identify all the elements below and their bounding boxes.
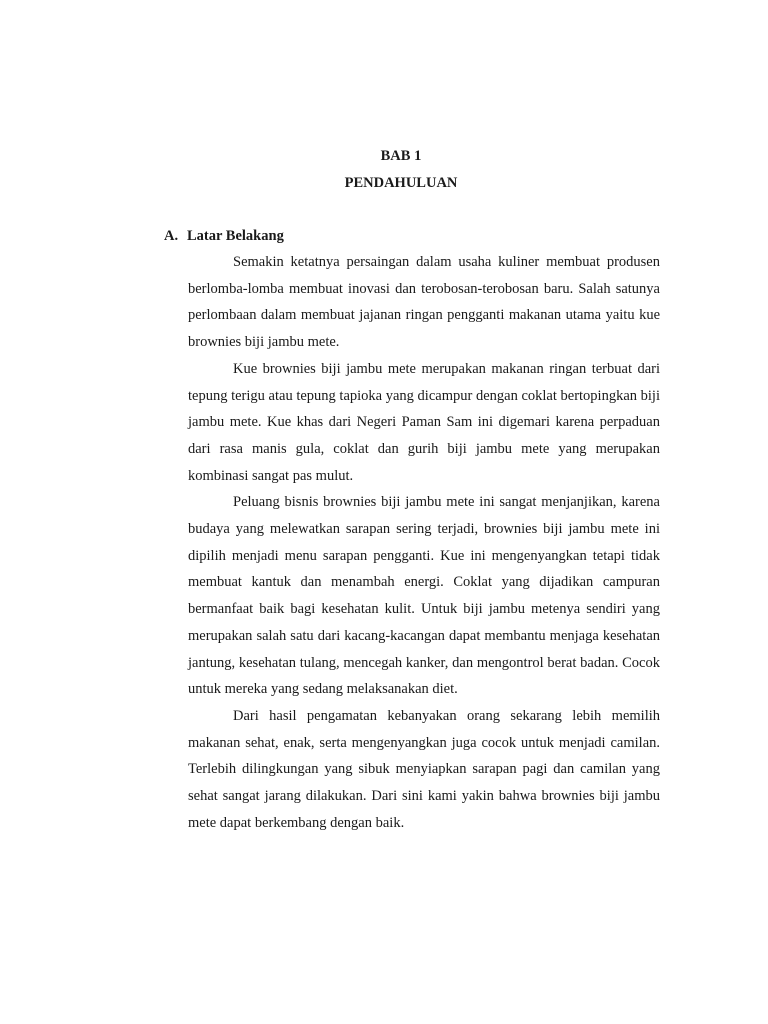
paragraph-2: Kue brownies biji jambu mete merupakan makanan ringan terbuat dari tepung terigu atau tepung tapioka yang dicampur dengan coklat bertopingkan biji jambu mete. Kue khas dari Negeri Paman Sam ini digemari karena perpaduan dari rasa manis gula, coklat dan gurih biji jambu mete yang merupakan kombinasi sangat pas mulut. [188, 360, 660, 484]
section-heading [164, 226, 284, 246]
paragraph-1: Semakin ketatnya persaingan dalam usaha kuliner membuat produsen berlomba-lomba membuat inovasi dan terobosan-terobosan baru. Salah satunya perlombaan dalam membuat jajanan ringan pengganti makanan utama yaitu kue brownies biji jambu mete. [188, 254, 660, 351]
chapter-number: BAB 1 [380, 148, 422, 164]
paragraph-3: Peluang bisnis brownies biji jambu mete ini sangat menjanjikan, karena budaya yang melewatkan sarapan sering terjadi, brownies biji jambu mete ini dipilih menjadi menu sarapan pengganti. Kue ini mengenyangkan tetapi tidak membuat kantuk dan menambah energi. Coklat yang dijadikan campuran bermanfaat baik bagi kesehatan kulit. Untuk biji jambu metenya sendiri yang merupakan salah satu dari kacang-kacangan dapat membantu menjaga kesehatan jantung, kesehatan tulang, mencegah kanker, dan mengontrol berat badan. Cocok untuk mereka yang sedang melaksanakan diet. [188, 494, 660, 698]
section-title: Latar Belakang [187, 228, 284, 244]
body-text [188, 249, 660, 836]
section-marker: A. [164, 228, 179, 244]
chapter-title: PENDAHULUAN [344, 175, 458, 191]
paragraph-4: Dari hasil pengamatan kebanyakan orang sekarang lebih memilih makanan sehat, enak, serta mengenyangkan juga cocok untuk menjadi camilan. Terlebih dilingkungan yang sibuk menyiapkan sarapan pagi dan camilan yang sehat sangat jarang dilakukan. Dari sini kami yakin bahwa brownies biji jambu mete dapat berkembang dengan baik. [188, 707, 660, 831]
